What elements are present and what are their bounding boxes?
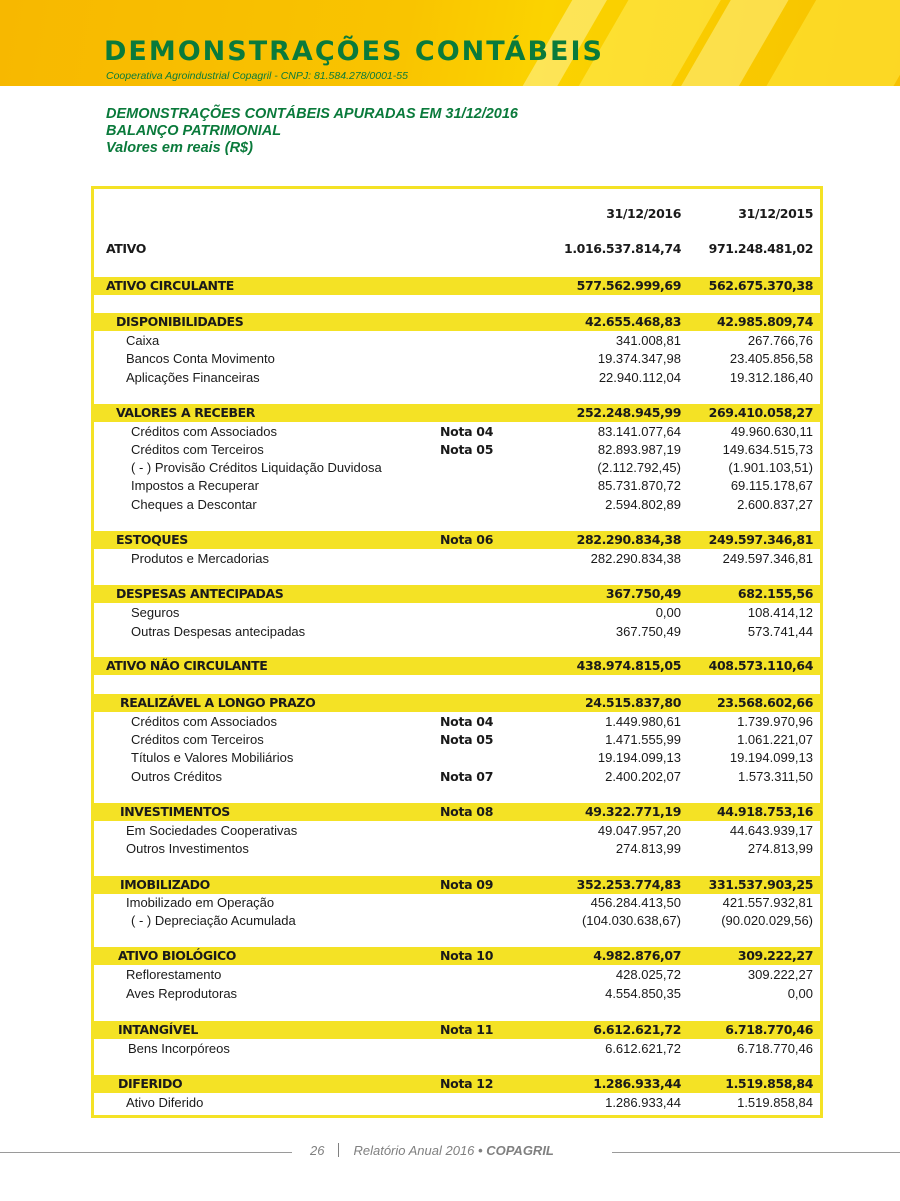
row-label: Outros Investimentos	[126, 841, 249, 856]
value-2016: 282.290.834,38	[576, 532, 681, 547]
value-2015: 309.222,27	[737, 948, 813, 963]
company-subtitle: Cooperativa Agroindustrial Copagril - CNPJ: 81.584.278/0001-55	[106, 70, 408, 82]
row-label: Outras Despesas antecipadas	[131, 624, 306, 639]
value-2016: 4.982.876,07	[593, 948, 681, 963]
value-2015: 1.061.221,07	[737, 732, 813, 747]
currency-note: Valores em reais (R$)	[106, 140, 253, 156]
value-2015: 6.718.770,46	[737, 1041, 813, 1056]
note-reference: Nota 05	[440, 442, 494, 457]
value-2015: 69.115.178,67	[730, 478, 813, 493]
value-2016: 274.813,99	[615, 841, 681, 856]
line-item-row	[94, 604, 820, 622]
value-2016: 24.515.837,80	[584, 695, 681, 710]
line-item-row	[94, 623, 820, 641]
value-2016: 252.248.945,99	[576, 405, 681, 420]
value-2016: 82.893.987,19	[597, 442, 681, 457]
section-row	[94, 1075, 820, 1093]
line-item-row	[94, 459, 820, 477]
value-2016: 282.290.834,38	[590, 551, 681, 566]
section-row	[94, 313, 820, 331]
row-label: Créditos com Associados	[131, 424, 277, 439]
section-row	[94, 585, 820, 603]
line-item-row	[94, 731, 820, 749]
row-label: ( - ) Depreciação Acumulada	[131, 913, 296, 928]
statement-title: DEMONSTRAÇÕES CONTÁBEIS APURADAS EM 31/12/2016	[106, 106, 518, 122]
value-2016: (104.030.638,67)	[581, 913, 681, 928]
line-item-row	[94, 894, 820, 912]
value-2016: (2.112.792,45)	[597, 460, 681, 475]
line-item-row	[94, 496, 820, 514]
row-label: Em Sociedades Cooperativas	[126, 823, 298, 838]
value-2015: 562.675.370,38	[708, 278, 813, 293]
section-row	[94, 657, 820, 675]
value-2015: 573.741,44	[747, 624, 813, 639]
value-2015: 269.410.058,27	[708, 405, 813, 420]
section-row	[94, 531, 820, 549]
statement-subtitle: BALANÇO PATRIMONIAL	[106, 123, 282, 139]
line-item-row	[94, 477, 820, 495]
footer-divider	[338, 1143, 339, 1157]
line-item-row	[94, 840, 820, 858]
value-2015: 408.573.110,64	[708, 658, 813, 673]
line-item-row	[94, 423, 820, 441]
value-2015: 19.312.186,40	[729, 370, 813, 385]
row-label: ATIVO CIRCULANTE	[106, 278, 234, 293]
value-2016: 577.562.999,69	[576, 278, 681, 293]
page-number: 26	[310, 1143, 325, 1158]
value-2016: 1.286.933,44	[605, 1095, 681, 1110]
line-item-row	[94, 713, 820, 731]
value-2015: 1.739.970,96	[737, 714, 813, 729]
page-title: DEMONSTRAÇÕES CONTÁBEIS	[104, 36, 604, 67]
column-header-2016: 31/12/2016	[606, 206, 681, 221]
value-2015: 44.918.753,16	[716, 804, 813, 819]
row-label: Impostos a Recuperar	[131, 478, 259, 493]
value-2015: 23.405.856,58	[729, 351, 813, 366]
column-header-2015: 31/12/2015	[738, 206, 813, 221]
line-item-row	[94, 822, 820, 840]
value-2016: 341.008,81	[615, 333, 681, 348]
value-2015: 1.519.858,84	[725, 1076, 813, 1091]
section-row	[94, 1021, 820, 1039]
row-label: REALIZÁVEL A LONGO PRAZO	[120, 695, 316, 710]
row-label: ATIVO	[106, 241, 146, 256]
value-2015: 274.813,99	[747, 841, 813, 856]
section-row	[94, 947, 820, 965]
row-label: Créditos com Terceiros	[131, 442, 264, 457]
row-label: Imobilizado em Operação	[126, 895, 275, 910]
value-2015: 0,00	[787, 986, 813, 1001]
value-2016: 367.750,49	[615, 624, 681, 639]
note-reference: Nota 04	[440, 424, 494, 439]
value-2015: 421.557.932,81	[722, 895, 813, 910]
value-2015: (1.901.103,51)	[728, 460, 813, 475]
value-2016: 22.940.112,04	[598, 370, 681, 385]
value-2015: 249.597.346,81	[708, 532, 813, 547]
note-reference: Nota 12	[440, 1076, 494, 1091]
line-item-row	[94, 369, 820, 387]
row-label: Outros Créditos	[131, 769, 223, 784]
footer-bullet: •	[478, 1143, 483, 1158]
note-reference: Nota 08	[440, 804, 494, 819]
value-2016: 49.322.771,19	[584, 804, 681, 819]
value-2016: 4.554.850,35	[605, 986, 681, 1001]
value-2015: 249.597.346,81	[722, 551, 813, 566]
row-label: IMOBILIZADO	[120, 877, 210, 892]
value-2016: 1.471.555,99	[605, 732, 681, 747]
value-2015: 1.573.311,50	[738, 769, 813, 784]
value-2016: 19.194.099,13	[597, 750, 681, 765]
line-item-row	[94, 332, 820, 350]
note-reference: Nota 07	[440, 769, 494, 784]
line-item-row	[94, 1040, 820, 1058]
value-2015: 331.537.903,25	[708, 877, 813, 892]
section-row	[94, 277, 820, 295]
value-2016: 49.047.957,20	[597, 823, 681, 838]
line-item-row	[94, 550, 820, 568]
value-2015: 1.519.858,84	[737, 1095, 813, 1110]
row-label: Reflorestamento	[126, 967, 222, 982]
value-2016: 438.974.815,05	[576, 658, 681, 673]
value-2016: 1.016.537.814,74	[564, 241, 681, 256]
section-row	[94, 404, 820, 422]
row-label: Produtos e Mercadorias	[131, 551, 270, 566]
value-2016: 2.400.202,07	[605, 769, 681, 784]
value-2015: 267.766,76	[747, 333, 813, 348]
value-2015: 682.155,56	[737, 586, 813, 601]
value-2015: 23.568.602,66	[716, 695, 813, 710]
row-label: Seguros	[131, 605, 180, 620]
line-item-row	[94, 1094, 820, 1112]
value-2015: 19.194.099,13	[729, 750, 813, 765]
note-reference: Nota 10	[440, 948, 494, 963]
line-item-row	[94, 985, 820, 1003]
value-2015: 149.634.515,73	[722, 442, 813, 457]
section-row	[94, 803, 820, 821]
value-2015: 6.718.770,46	[725, 1022, 813, 1037]
brand-name: COPAGRIL	[486, 1143, 554, 1158]
report-name: Relatório Anual 2016	[353, 1143, 475, 1158]
line-item-row	[94, 441, 820, 459]
line-item-row	[94, 912, 820, 930]
value-2016: 367.750,49	[605, 586, 681, 601]
row-label: ATIVO BIOLÓGICO	[118, 948, 236, 963]
value-2015: 42.985.809,74	[716, 314, 813, 329]
value-2016: 1.449.980,61	[605, 714, 681, 729]
row-label: ( - ) Provisão Créditos Liquidação Duvidosa	[131, 460, 382, 475]
value-2016: 6.612.621,72	[605, 1041, 681, 1056]
row-label: INTANGÍVEL	[118, 1022, 198, 1037]
value-2016: 2.594.802,89	[605, 497, 681, 512]
line-item-row	[94, 768, 820, 786]
row-label: Aplicações Financeiras	[126, 370, 260, 385]
value-2015: 44.643.939,17	[729, 823, 813, 838]
row-label: VALORES A RECEBER	[116, 405, 255, 420]
value-2016: 19.374.347,98	[597, 351, 681, 366]
value-2016: 85.731.870,72	[597, 478, 681, 493]
section-row	[94, 694, 820, 712]
row-label: Bancos Conta Movimento	[126, 351, 275, 366]
row-label: Cheques a Descontar	[131, 497, 257, 512]
row-label: DIFERIDO	[118, 1076, 183, 1091]
footer-rule-right	[612, 1152, 900, 1153]
value-2016: 42.655.468,83	[584, 314, 681, 329]
row-label: Caixa	[126, 333, 160, 348]
line-item-row	[94, 350, 820, 368]
row-label: Créditos com Associados	[131, 714, 277, 729]
value-2015: 49.960.630,11	[730, 424, 813, 439]
row-label: Títulos e Valores Mobiliários	[131, 750, 294, 765]
line-item-row	[94, 966, 820, 984]
value-2016: 428.025,72	[615, 967, 681, 982]
section-row	[94, 240, 820, 258]
value-2015: 971.248.481,02	[708, 241, 813, 256]
value-2016: 352.253.774,83	[576, 877, 681, 892]
column-header-row	[94, 205, 820, 223]
value-2016: 456.284.413,50	[590, 895, 681, 910]
line-item-row	[94, 749, 820, 767]
value-2016: 83.141.077,64	[597, 424, 681, 439]
row-label: Aves Reprodutoras	[126, 986, 238, 1001]
value-2016: 0,00	[655, 605, 681, 620]
row-label: Créditos com Terceiros	[131, 732, 264, 747]
row-label: ESTOQUES	[116, 532, 188, 547]
statement-heading	[106, 106, 518, 157]
value-2015: (90.020.029,56)	[721, 913, 813, 928]
row-label: ATIVO NÃO CIRCULANTE	[106, 658, 268, 673]
note-reference: Nota 11	[440, 1022, 494, 1037]
header-banner	[0, 0, 900, 86]
row-label: INVESTIMENTOS	[120, 804, 230, 819]
row-label: DISPONIBILIDADES	[116, 314, 244, 329]
note-reference: Nota 05	[440, 732, 494, 747]
note-reference: Nota 06	[440, 532, 494, 547]
note-reference: Nota 04	[440, 714, 494, 729]
value-2015: 108.414,12	[747, 605, 813, 620]
value-2016: 1.286.933,44	[593, 1076, 681, 1091]
row-label: Ativo Diferido	[126, 1095, 204, 1110]
row-label: DESPESAS ANTECIPADAS	[116, 586, 284, 601]
section-row	[94, 876, 820, 894]
value-2015: 309.222,27	[747, 967, 813, 982]
row-label: Bens Incorpóreos	[128, 1041, 230, 1056]
note-reference: Nota 09	[440, 877, 494, 892]
page-footer	[310, 1143, 554, 1158]
value-2016: 6.612.621,72	[593, 1022, 681, 1037]
footer-rule-left	[0, 1152, 292, 1153]
value-2015: 2.600.837,27	[737, 497, 813, 512]
